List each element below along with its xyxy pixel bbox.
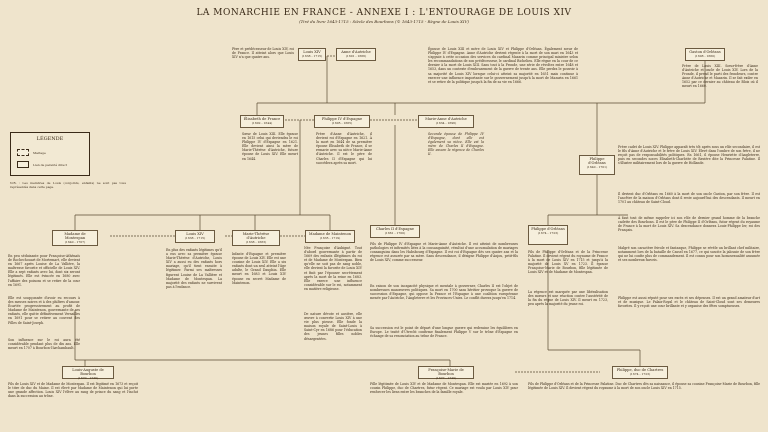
box-philippe-iv-dates: (1605 - 1665) [331,121,353,126]
box-louis-auguste-dates: (1670 - 1736) [77,376,99,381]
text-maintenon-2: De nature dévote et austère, elle œuvre à convertir Louis XIV à une vie plus pieuse. Elle fonde la maison royale de Saint-Louis à Saint-Cyr en 1686 pour l'éducation des jeunes filles nobles désargentées. [304,312,362,341]
text-francoise-marie: Fille légitimée de Louis XIV et de Madame de Montespan. Elle est mariée en 1692 à son cousin Philippe, duc de Chartres, futur régent. Ce mariage est voulu par Louis XIV pour renforcer les liens entre les branches de la famille royale. [370,382,518,395]
box-maintenon-dates: (1635 - 1719) [319,236,341,241]
text-gaston: Frère de Louis XIII. Sœur-frère d'Anne d'Autriche et oncle de Louis XIV. Lors de la Fronde, il prend le parti des frondeurs, contre Anne d'Autriche et Mazarin. Il se fait exiler en 1652 par ce dernier au château de Blois où il meurt en 1660. [682,64,758,89]
box-louis-xiii-name: Louis XIV [303,50,321,54]
box-francoise-dates: (1677 - 1749) [435,376,457,381]
box-marietherese-name: Marie-Thérèse d'Autriche [242,232,270,241]
box-marie-anne-autriche [418,115,474,128]
box-louis-auguste-name: Louis-Auguste de Bourbon [72,368,104,377]
box-philippe-orleans-regent [528,225,568,245]
box-louis-xiv-dates: (1638 - 1715) [184,236,206,241]
text-marie-therese: Infante d'Espagne et première épouse de Louis XIV. Elle est une cousine de Louis XIV. Elle a six enfants dont un seul atteint l'âge adulte, le Grand Dauphin. Elle meurt en 1683 et Louis XIV épouse en secret Madame de Maintenon. [232,252,286,285]
legend-parent-label: Lien de parenté direct [33,162,68,167]
box-gaston-dates: (1608 - 1660) [694,54,716,59]
box-louis-xiv-name: Louis XIV [186,232,204,236]
text-philippe-regent: Fils de Philippe d'Orléans et de la Princesse Palatine. Il devient régent du royaume de France à la mort de Louis XIV en 1715 et jusqu'à la majorité de Louis XV en 1723. Il épouse Françoise-Marie de Bourbon, fille légitimée de Louis XIV et de Madame de Montespan. [528,250,608,275]
text-louis-xiv: En plus des enfants légitimes qu'il a eus avec sa première épouse Marie-Thérèse d'Autriche, Louis XIV a aussi eu des enfants hors mariage, qu'il tient ensuite à légitimer. Parmi ses maîtresses figurent Louise de La Vallière et Madame de Montespan. La majorité des enfants ne survivent pas à l'enfance. [166,248,222,289]
box-philippe-iv [314,115,370,128]
text-montespan-2: Elle est soupçonnée d'avoir eu recours à des messes noires et à des philtres d'amour. Écartée progressivement au profit de Madame de Maintenon, gouvernante de ses enfants, elle quitte définitivement Versailles en 1691 pour se retirer au couvent des Filles de Saint-Joseph. [8,296,80,325]
text-louis-auguste: Fils de Louis XIV et de Madame de Montespan. Il est légitimé en 1673 et reçoit le titre de duc du Maine. Il est élevé par Madame de Maintenon qui lui porte une grande affection. Louis XIV l'élève au rang de prince du sang et l'inclut dans la succession au trône. [8,382,138,399]
text-elisabeth: Sœur de Louis XIII. Elle épouse en 1615 celui qui deviendra le roi Philippe IV d'Espagne en 1621. Elle devient ainsi la mère de Marie-Thérèse d'Autriche, future épouse de Louis XIV. Elle meurt en 1644. [242,132,298,161]
page-title: LA MONARCHIE EN FRANCE - ANNEXE I : L'ENTOURAGE DE LOUIS XIV [196,8,572,18]
box-elisabeth-france [240,115,284,128]
box-louis-auguste [62,366,114,379]
box-gaston-orleans [685,48,725,61]
legend-note: N.B. : Les membres de Louis (conjoints, enfants) ne sont pas tous représentés dans cette page. [10,181,126,189]
box-marieanne-name: Marie-Anne d'Autriche [425,117,467,121]
text-charles-ii-2: En raison de son incapacité physique et mentale à gouverner, Charles II est l'objet de nombreuses manœuvres politiques. Sa mort en 1700 sans héritier provoque la guerre de succession d'Espagne, qui oppose la France et l'Espagne à une coalition européenne menée par l'Autriche, l'Angleterre et les Provinces-Unies. Le conflit durera jusqu'en 1714. [370,284,518,301]
text-philippe-regent-2: La régence est marquée par une libéralisation des mœurs et une réaction contre l'austérité de la fin du règne de Louis XIV. Il meurt en 1723, peu après la majorité du jeune roi. [528,290,608,307]
box-louis-xiii [298,48,326,61]
box-philippe-iv-name: Philippe IV d'Espagne [321,117,363,121]
box-marieanne-dates: (1634 - 1696) [435,121,457,126]
text-philippe-orleans-3: À faut tout de même rappeler ici son rôle de dernier grand homme de la branche cadette des Bourbons. Il est le père de Philippe II d'Orléans, futur régent du royaume de France à la mort de Louis XIV. Sa descendance donnera Louis-Philippe Ier, roi des Français. [618,216,760,233]
box-marietherese-dates: (1638 - 1683) [245,240,267,245]
text-anne-autriche: Épouse de Louis XIII et mère de Louis XIV et Philippe d'Orléans. Également sœur de Philippe IV d'Espagne. Anne d'Autriche devient régente à la mort de son mari en 1643 et s'appuie à cette occasion des services du cardinal Mazarin comme principal ministre selon les recommandations de son prédécesseur, le cardinal Richelieu. Elle règne en la cour de ce dernier à la mort de Louis XIII. Sans tout à la Fronde, une série de révoltes entre 1648 et 1653, dans un contexte d'embrasement de la guerre de trente ans. Elle perdra le pouvoir à sa majorité de Louis XIV lorsque celui-ci atteint sa majorité en 1651 mais continue à exercer une influence importante sur le gouvernement jusqu'à la mort de Mazarin en 1661 et se retire de la politique jusqu'à la fin de sa vie en 1666. [428,47,578,84]
text-marie-anne: Seconde épouse de Philippe IV d'Espagne, dont elle est également sa nièce. Elle est la mère de Charles II d'Espagne. Elle assure la régence de Charles II. [428,132,484,157]
box-philippe-c-name: Philippe, duc de Chartres [616,368,664,372]
box-philippe-orleans-name: Philippe d'Orléans [588,157,606,166]
box-madame-montespan [52,230,98,246]
box-louis-xiv [175,230,215,243]
text-charles-ii-3: Sa succession est le point de départ d'une longue guerre qui redessine les équilibres en Europe. Le traité d'Utrecht confirme finalement Philippe V sur le trône d'Espagne en échange de sa renonciation au trône de France. [370,326,518,339]
box-maintenon-name: Madame de Maintenon [308,232,352,236]
legend-marriage-swatch [17,149,29,156]
box-anne-name: Anne d'Autriche [341,50,371,54]
box-charles-ii [370,225,420,238]
box-charles-ii-name: Charles II d'Espagne [375,227,415,231]
page-subtitle: (Tiré du livre 1643-1715 : Siècle des Bourbons (© 1643-1715 - Règne de Louis XIV) [299,19,469,24]
text-charles-ii: Fils de Philippe IV d'Espagne et Marie-Anne d'Autriche. Il est atteint de nombreuses pathologies et infirmités liées à la consanguinité, résultat d'une accumulation de mariages consanguins dans les Habsbourg d'Espagne. Il est roi d'Espagne dès ses quatre ans et la régence est assurée par sa mère. Sans descendance, il désigne Philippe d'Anjou, petit-fils de Louis XIV, comme successeur. [370,242,518,263]
box-philippe-o2-name: Philippe d'Orléans [531,227,565,231]
box-louis-xiii-dates: (1638 - 1715) [301,54,323,59]
box-marie-therese [232,230,280,246]
text-montespan-3: Son influence sur le roi aura été considérable pendant plus de dix ans. Elle meurt en 1707 à Bourbon-l'Archambault. [8,338,80,351]
text-maintenon: Née Françoise d'Aubigné. Tout d'abord gouvernante à partir de 1669 des enfants illégitimes du roi et de Madame de Montespan. Bien qu'elle ne soit pas de sang noble, elle devient la favorite de Louis XIV et finit par l'épouser secrètement après la mort de la reine en 1683. Elle exerce une influence considérable sur le roi, notamment en matière religieuse. [304,246,362,291]
legend-row-marriage [17,149,46,156]
text-louis-xiii: Père et prédécesseur de Louis XIV, roi de France. Il atteint alors que Louis XIV n'a que quatre ans. [232,47,294,60]
legend-title: LÉGENDE [36,136,64,142]
box-anne-dates: (1601 - 1666) [345,54,367,59]
box-anne-autriche [336,48,376,61]
legend-marriage-label: Mariage [33,150,46,155]
legend-box [10,132,90,176]
box-philippe-chartres [612,366,668,379]
text-philippe-orleans-4: Malgré son caractère frivole et fantasque, Philippe se révèle un brillant chef militaire, notamment lors de la bataille de Cassel en 1677, ce qui suscite la jalousie de son frère qui ne lui confie plus de commandement. Il est connu pour son homosexualité assumée et ses nombreux favoris. [618,246,760,263]
box-francoise-name: Françoise-Marie de Bourbon [428,368,464,377]
text-philippe-orleans: Frère cadet de Louis XIV. Philippe apparaît très tôt après sous un rôle secondaire, il est le fils d'Anne d'Autriche et le frère de Louis XIV. Élevé dans l'ombre de son frère, il ne reçoit pas de responsabilités politiques. En 1661, il épouse Henriette d'Angleterre, puis en secondes noces Élisabeth-Charlotte de Bavière dite la Princesse Palatine. Il s'illustre militairement lors de la guerre de Hollande. [618,145,760,166]
box-elisabeth-name: Élisabeth de France [243,117,281,121]
legend-parent-swatch [17,161,29,168]
text-philippe-chartres: Fils de Philippe d'Orléans et de la Princesse Palatine. Duc de Chartres dès sa naissance, il épouse sa cousine Françoise-Marie de Bourbon, fille légitimée de Louis XIV. Il devient régent du royaume à la mort de son oncle Louis XIV en 1715. [528,382,760,391]
box-philippe-c-dates: (1674 - 1723) [629,372,651,377]
text-montespan: En peu séduisante pour Françoise-Athénaïs de Rochechouart de Mortemart, elle devient en 1667 après Louise de La Vallière, la maîtresse favorite et officielle de Louis XIV. Elle a sept enfants avec lui, dont six seront légitimés. Elle est évincée en 1680 avec l'affaire des poisons et se retire de la cour en 1691. [8,254,80,287]
box-madame-maintenon [305,230,355,243]
box-montespan-dates: (1640 - 1707) [64,240,86,245]
box-montespan-name: Madame de Montespan [64,232,86,241]
legend-row-parent [17,161,67,168]
text-philippe-orleans-2: Il devient duc d'Orléans en 1660 à la mort de son oncle Gaston, par son frère. Il est l'ancêtre de la maison d'Orléans dont il reste aujourd'hui des descendants. Il meurt en 1701 au château de Saint-Cloud. [618,192,760,205]
box-charles-ii-dates: (1661 - 1700) [384,231,406,236]
box-gaston-name: Gaston d'Orléans [689,50,721,54]
box-philippe-orleans [579,155,615,175]
box-philippe-orleans-dates: (1640 - 1701) [586,165,608,170]
text-philippe-iv: Frère d'Anne d'Autriche, il devient roi d'Espagne en 1621. À la mort en 1644 de sa première épouse Élisabeth de France, il se remarie avec sa nièce Marie-Anne d'Autriche. Il est le père de Charles II d'Espagne qui lui succédera après sa mort. [316,132,372,165]
text-philippe-orleans-5: Philippe est aussi réputé pour ses excès et ses dépenses. Il est un grand amateur d'art et de musique. Le Palais-Royal et le château de Saint-Cloud sont ses demeures favorites. Il y reçoit une cour brillante et y organise des fêtes somptueuses. [618,296,760,309]
box-elisabeth-dates: (1602 - 1644) [251,121,273,126]
box-francoise-marie [418,366,474,379]
box-philippe-o2-dates: (1674 - 1723) [537,231,559,236]
